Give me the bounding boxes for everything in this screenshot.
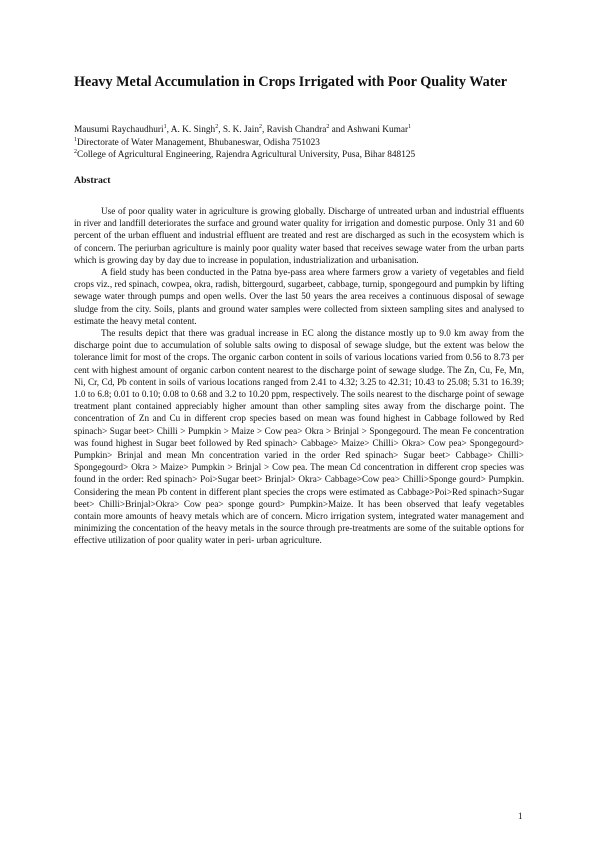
affiliation-1: $^1$Directorate of Water Management, Bhubaneswar, Odisha 751023 [74,136,320,148]
abstract-paragraph-1: Use of poor quality water in agriculture is growing globally. Discharge of untreated urban and industrial effluents in river and landfill deteriorates the surface and ground water quality for irrigation and domestic purpose. Only 31 and 60 percent of the urban effluent and industrial effluent are treated and rest are discharged as such in the ecosystem which is of concern. The periurban agriculture is mainly poor quality water based that receives sewage water from the urban parts which is growing day by day due to increase in population, industrialization and urbanisation. [74,206,524,265]
author-1: Mausumi Raychaudhuri$^1$, [74,123,171,135]
author-3: S. K. Jain$^2$, [222,123,267,135]
author-5: Ashwani Kumar$^1$ [346,123,412,135]
affiliation-2: $^2$College of Agricultural Engineering, Rajendra Agricultural University, Pusa, Bihar 848125 [74,148,416,160]
paper-title: Heavy Metal Accumulation in Crops Irrigated with Poor Quality Water [74,74,508,90]
abstract-body [74,205,524,547]
abstract-heading: Abstract [74,175,111,186]
abstract-paragraph-2: A field study has been conducted in the Patna bye-pass area where farmers grow a variety of vegetables and field crops viz., red spinach, cowpea, okra, radish, bittergourd, sugarbeet, cabbage, turnip, spongegourd and pumpkin by lifting sewage water through pumps and open wells. Over the last 50 years the area receives a continuous disposal of sewage sludge from the city. Soils, plants and ground water samples were collected from sixteen sampling sites and analysed to estimate the heavy metal content. [74,267,524,326]
author-block [74,124,524,162]
author-list [74,124,524,137]
page-number: 1 [518,811,523,821]
author-4: Ravish Chandra$^2$ and [266,123,347,135]
author-2: A. K. Singh$^2$, [170,123,223,135]
abstract-paragraph-3: The results depict that there was gradual increase in EC along the distance mostly up to 9.0 km away from the discharge point due to accumulation of soluble salts owing to disposal of sewage sludge, but the extent was below the tolerance limit for most of the crops. The organic carbon content in soils of various locations varied from 0.56 to 8.73 per cent with highest amount of organic carbon content nearest to the discharge point of sewage sludge. The Zn, Cu, Fe, Mn, Ni, Cr, Cd, Pb content in soils of various locations ranged from 2.41 to 4.32; 3.25 to 42.31; 10.43 to 25.08; 5.31 to 16.39; 1.0 to 6.8; 0.01 to 0.10; 0.08 to 0.68 and 3.2 to 10.20 ppm, respectively. The soils nearest to the discharge point of sewage treatment plant contained appreciably higher amount than other sampling sites away from the discharge point. The concentration of Zn and Cu in different crop species based on mean was found highest in Cabbage followed by Red spinach> Sugar beet> Chilli > Pumpkin > Maize > Cow pea> Okra > Brinjal > Spongegourd. The mean Fe concentration was found highest in Sugar beet followed by Red spinach> Cabbage> Maize> Chilli> Okra> Cow pea> Spongegourd> Pumpkin> Brinjal and mean Mn concentration varied in the order Red spinach> Sugar beet> Cabbage> Chilli> Spongegourd> Okra > Maize> Pumpkin > Brinjal > Cow pea. The mean Cd concentration in different crop species was found in the order: Red spinach> Poi>Sugar beet> Brinjal> Okra> Cabbage>Cow pea> Chilli>Sponge gourd> Pumpkin. Considering the mean Pb content in different plant species the crops were estimated as Cabbage>Poi>Red spinach>Sugar beet> Chilli>Brinjal>Okra> Cow pea> sponge gourd> Pumpkin>Maize. It has been observed that leafy vegetables contain more amounts of heavy metals which are of concern. Micro irrigation system, integrated water management and minimizing the concentation of the heavy metals in the source through pre-treatments are some of the suitable options for effective utilization of poor quality water in peri- urban agriculture. [74,328,524,546]
